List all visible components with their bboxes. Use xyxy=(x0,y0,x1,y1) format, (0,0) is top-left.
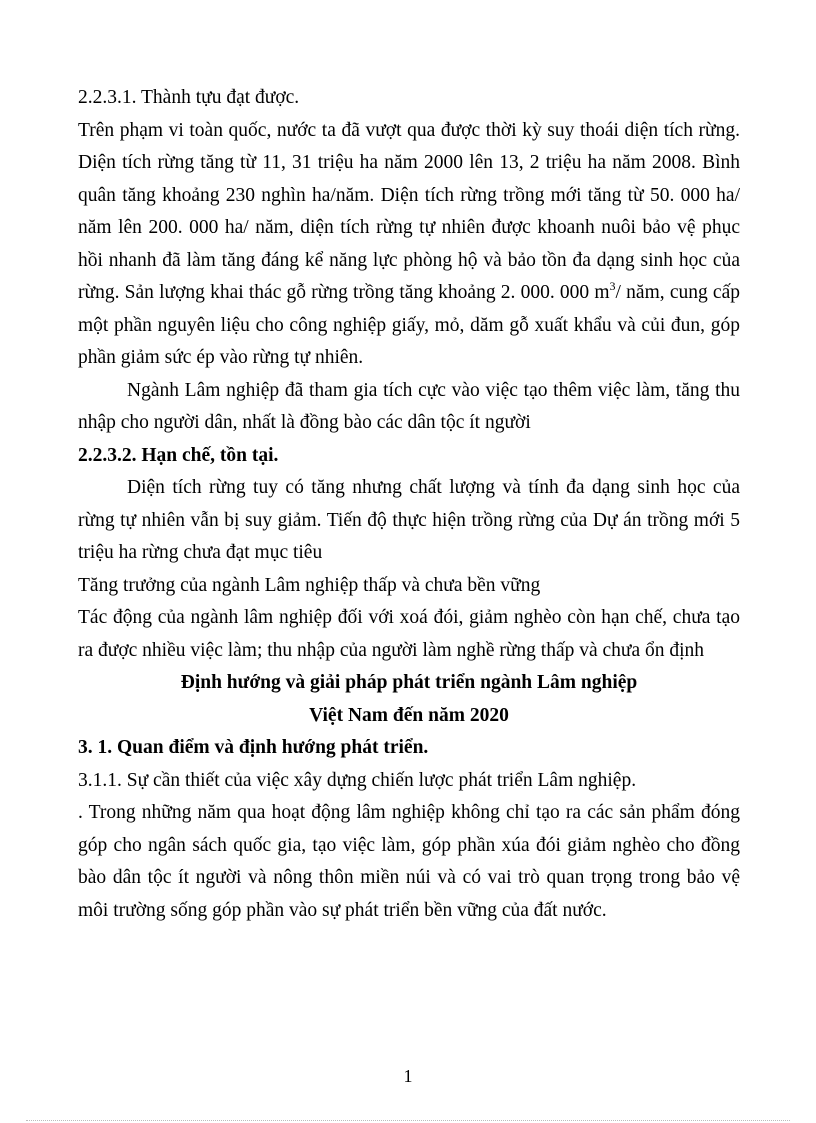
page-number: 1 xyxy=(403,1066,413,1086)
cubic-superscript: 3 xyxy=(609,279,616,293)
chapter-title-line-1: Định hướng và giải pháp phát triển ngành Lâm nghiệp xyxy=(180,672,638,693)
paragraph-poverty-impact: Tác động của ngành lâm nghiệp đối với xoá đói, giảm nghèo còn hạn chế, chưa tạo ra được nhiều việc làm; thu nhập của người làm nghề rừng thấp và chưa ổn định xyxy=(78,607,740,661)
paragraph-forestry-role: . Trong những năm qua hoạt động lâm nghiệp không chỉ tạo ra các sản phẩm đóng góp cho ngân sách quốc gia, tạo việc làm, góp phần xúa đói giảm nghèo cho đồng bào dân tộc ít người và nông thôn miền núi và có vai trò quan trọng trong bảo vệ môi trường sống góp phần vào sự phát triển bền vững của đất nước. xyxy=(78,802,740,921)
page-content xyxy=(78,82,740,927)
subsection-title-limitations: 2.2.3.2. Hạn chế, tồn tại. xyxy=(78,444,279,466)
paragraph-growth: Tăng trưởng của ngành Lâm nghiệp thấp và chưa bền vững xyxy=(78,574,541,596)
subsection-title-necessity: 3.1.1. Sự cần thiết của việc xây dựng chiến lược phát triển Lâm nghiệp. xyxy=(78,769,637,791)
page-bottom-divider xyxy=(26,1120,790,1121)
section-title-viewpoint: 3. 1. Quan điểm và định hướng phát triển. xyxy=(78,737,429,758)
paragraph-forest-area-text-end: / năm, cung cấp một phần nguyên liệu cho công nghiệp giấy, mỏ, dăm gỗ xuất khẩu và củi đun, góp phần giảm sức ép vào rừng tự nhiên. xyxy=(78,282,740,368)
chapter-title-line-2: Việt Nam đến năm 2020 xyxy=(309,704,509,726)
paragraph-employment: Ngành Lâm nghiệp đã tham gia tích cực vào việc tạo thêm việc làm, tăng thu nhập cho người dân, nhất là đồng bào các dân tộc ít người xyxy=(78,379,740,433)
paragraph-forest-area xyxy=(78,115,740,375)
subsection-title-achievements: 2.2.3.1. Thành tựu đạt được. xyxy=(78,87,300,108)
paragraph-quality-decline: Diện tích rừng tuy có tăng nhưng chất lượng và tính đa dạng sinh học của rừng tự nhiên vẫn bị suy giảm. Tiến độ thực hiện trồng rừng của Dự án trồng mới 5 triệu ha rừng chưa đạt mục tiêu xyxy=(78,477,740,563)
paragraph-forest-area-text: Trên phạm vi toàn quốc, nước ta đã vượt qua được thời kỳ suy thoái diện tích rừng. Diện tích rừng tăng từ 11, 31 triệu ha năm 2000 lên 13, 2 triệu ha năm 2008. Bình quân tăng khoảng 230 nghìn ha/năm. Diện tích rừng trồng mới tăng từ 50. 000 ha/ năm lên 200. 000 ha/ năm, diện tích rừng tự nhiên được khoanh nuôi bảo vệ phục hồi nhanh đã làm tăng đáng kể năng lực phòng hộ và bảo tồn đa dạng sinh học của rừng. Sản lượng khai thác gỗ rừng trồng tăng khoảng 2. 000. 000 m xyxy=(78,119,740,303)
